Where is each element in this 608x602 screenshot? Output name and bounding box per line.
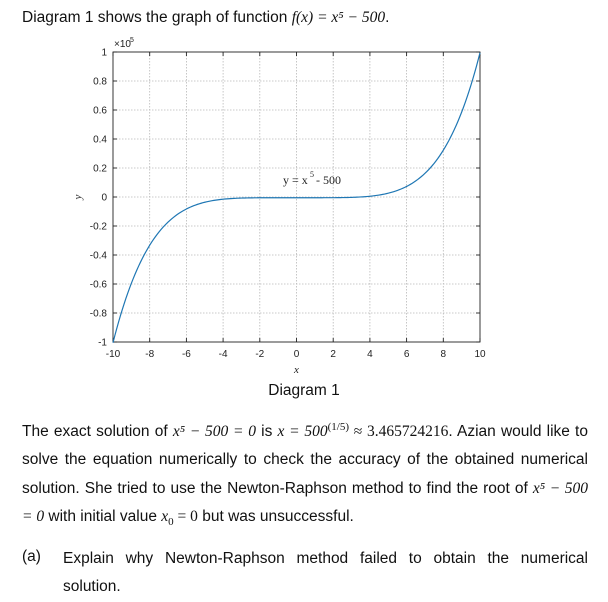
curve-annotation-exponent: 5 — [310, 170, 314, 179]
curve-annotation: y = x — [283, 173, 308, 187]
intro-text: Diagram 1 shows the graph of function — [22, 9, 292, 26]
data-point — [314, 197, 316, 199]
exact-solution: x = 500 — [277, 423, 328, 441]
x-tick-label: 10 — [474, 349, 486, 360]
data-point — [277, 197, 279, 199]
data-point — [130, 282, 132, 284]
x-tick-label: -6 — [181, 349, 191, 360]
y-tick-label: 0.6 — [93, 105, 107, 117]
question-text: Explain why Newton-Raphson method failed to obtain the numerical solution. — [63, 550, 588, 596]
y-tick-label: -0.2 — [89, 221, 107, 233]
y-scale-factor: ×10 — [114, 39, 131, 50]
x-tick-label: 2 — [330, 349, 336, 360]
equation: x⁵ − 500 = 0 — [172, 423, 256, 441]
y-tick-label: 0.8 — [93, 76, 107, 88]
x-tick-label: 6 — [403, 349, 410, 360]
data-point — [369, 195, 371, 197]
data-point — [185, 208, 187, 210]
y-tick-label: 0.4 — [93, 134, 107, 146]
x-tick-label: 4 — [367, 349, 373, 360]
data-point — [424, 172, 426, 174]
data-point — [240, 197, 242, 199]
x-tick-label: 0 — [293, 349, 300, 360]
x-tick-label: -4 — [218, 349, 228, 360]
y-tick-label: -0.8 — [89, 308, 107, 320]
x-tick-label: 8 — [440, 349, 447, 360]
data-point — [461, 111, 463, 113]
data-point — [259, 197, 261, 199]
initial-value: x — [161, 507, 169, 525]
data-point — [332, 197, 334, 199]
x-tick-label: -2 — [255, 349, 265, 360]
x-axis-label: x — [294, 364, 299, 376]
data-point — [167, 221, 169, 223]
data-point — [149, 244, 151, 246]
diagram-caption: Diagram 1 — [268, 382, 340, 399]
question-label: (a) — [22, 548, 41, 565]
x-tick-label: -10 — [105, 349, 121, 360]
y-tick-label: -1 — [98, 337, 107, 349]
data-point — [442, 149, 444, 151]
y-tick-label: -0.6 — [89, 279, 107, 291]
data-point — [479, 52, 481, 54]
intro-formula: f(x) = x⁵ − 500 — [291, 9, 386, 26]
equation: x⁵ − 500 = 0 — [22, 479, 588, 525]
data-point — [296, 197, 298, 199]
data-point — [112, 342, 114, 344]
exact-solution-value: ≈ 3.465724216 — [349, 423, 449, 441]
y-axis-label: y — [72, 194, 84, 200]
y-scale-exponent: 5 — [130, 37, 134, 44]
data-point — [387, 192, 389, 194]
data-point — [351, 196, 353, 198]
y-tick-label: -0.4 — [89, 250, 107, 262]
x-tick-label: -8 — [145, 349, 155, 360]
problem-paragraph: The exact solution of x⁵ − 500 = 0 is $x = 500^{(1/5)} \approx 3.465724216$. Azian would like to solve the equation numerically to check the accuracy of the obtained numerical solution. She tried to use the Newton-Raphson method to find the root of x⁵ − 500 = 0 with initial value $x_0 = 0$ but was unsuccessful. — [22, 421, 588, 528]
intro-period: . — [385, 9, 390, 26]
y-tick-label: 0.2 — [93, 163, 107, 175]
data-point — [204, 201, 206, 203]
y-tick-label: 0 — [101, 192, 107, 204]
data-point — [406, 185, 408, 187]
y-tick-label: 1 — [101, 47, 107, 59]
data-point — [222, 198, 224, 200]
curve-annotation-rest: - 500 — [316, 173, 341, 187]
